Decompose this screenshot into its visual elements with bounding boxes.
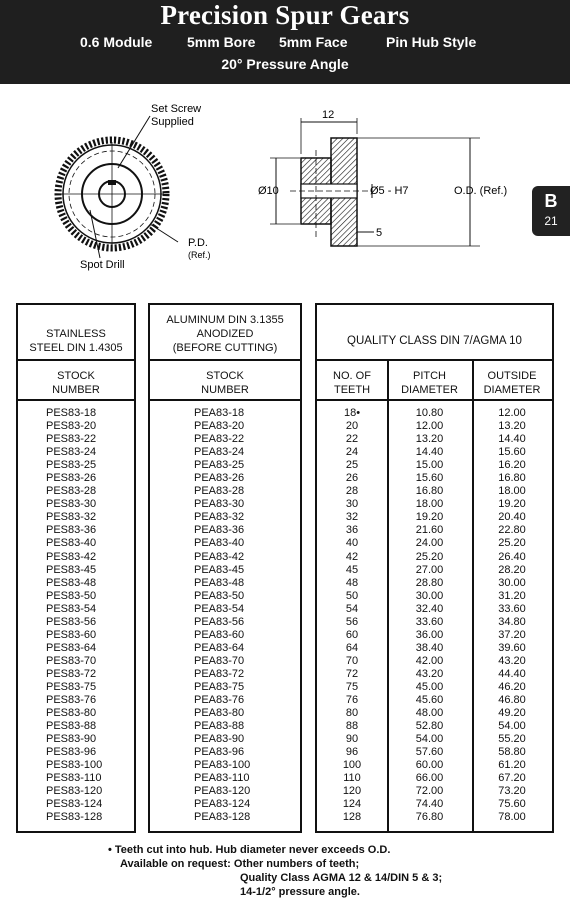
aluminum-header-line3: (BEFORE CUTTING): [172, 342, 278, 354]
table-row-cell: 96: [345, 746, 359, 759]
table-row-cell: PES83-24: [46, 446, 97, 459]
table-row-cell: 76.80: [415, 811, 444, 824]
table-row-cell: PES83-72: [46, 667, 97, 680]
table-row-cell: 124: [342, 798, 362, 811]
table-row-cell: 88: [345, 720, 359, 733]
stainless-header: [18, 327, 134, 355]
table-row-cell: 10.80: [415, 407, 444, 419]
table-row-cell: 36: [345, 524, 359, 537]
table-row-cell: 30.00: [415, 589, 444, 602]
table-row-cell: PES83-50: [46, 589, 97, 602]
table-row-cell: 21.60: [415, 524, 444, 537]
aluminum-stock-header: [150, 369, 300, 397]
table-row-cell: PES83-75: [46, 680, 97, 693]
table-row-cell: PES83-76: [46, 694, 97, 707]
stainless-header-line2: STEEL DIN 1.4305: [29, 342, 123, 354]
pitch-diameter-column: [387, 407, 472, 825]
table-row-cell: PEA83-45: [194, 563, 245, 576]
hub-style-spec: Pin Hub Style: [386, 34, 477, 50]
table-row-cell: 30: [345, 498, 359, 511]
table-row-cell: 75.60: [498, 798, 526, 811]
table-row-cell: 14.40: [498, 433, 526, 446]
dim-width-label: 12: [322, 109, 335, 121]
table-row-cell: 39.60: [498, 641, 526, 654]
stock-header-line1: STOCK: [206, 370, 244, 382]
table-row-cell: 42.00: [415, 654, 444, 667]
table-row-cell: PES83-120: [46, 785, 103, 798]
table-row-cell: 34.80: [498, 615, 526, 628]
table-row-cell: PEA83-76: [194, 694, 245, 707]
table-row-cell: PEA83-96: [194, 746, 245, 759]
table-row-cell: PEA83-25: [194, 459, 245, 472]
gear-side-view: [270, 118, 480, 246]
table-row-cell: 46.80: [498, 694, 526, 707]
table-row-cell: 32.40: [415, 602, 444, 615]
table-row-cell: 120: [342, 785, 362, 798]
table-row-cell: 70: [345, 654, 359, 667]
od-header-line2: DIAMETER: [483, 384, 541, 396]
pd-label: P.D.: [188, 237, 208, 249]
od-label: O.D. (Ref.): [454, 185, 508, 197]
table-row-cell: 128: [342, 811, 362, 824]
table-row-cell: 45.00: [415, 680, 444, 693]
teeth-header: [317, 369, 387, 397]
table-row-cell: PEA83-110: [194, 772, 250, 785]
table-row-cell: PEA83-24: [194, 446, 245, 459]
table-row-cell: 19.20: [498, 498, 526, 511]
table-row-cell: 49.20: [498, 707, 526, 720]
table-row-cell: PEA83-128: [194, 811, 251, 824]
stainless-header-line1: STAINLESS: [46, 328, 106, 340]
table-row-cell: 100: [342, 759, 362, 772]
table-row-cell: 72: [345, 667, 359, 680]
table-row-cell: 26.40: [498, 550, 526, 563]
pitch-header-line1: PITCH: [413, 370, 446, 382]
table-row-cell: 22.80: [498, 524, 526, 537]
table-row-cell: 36.00: [415, 628, 444, 641]
stock-header-line2: NUMBER: [201, 384, 249, 396]
note-line-4: 14-1/2° pressure angle.: [240, 886, 360, 898]
table-row-cell: PEA83-20: [194, 420, 245, 433]
table-row-cell: 76: [345, 694, 359, 707]
table-row-cell: 56: [345, 615, 359, 628]
table-row-cell: 43.20: [415, 667, 444, 680]
table-row-cell: PES83-22: [46, 433, 97, 446]
table-row-cell: PEA83-26: [194, 472, 245, 485]
table-row-cell: 75: [345, 680, 359, 693]
pitch-header-line2: DIAMETER: [401, 384, 458, 396]
gear-front-view: [58, 116, 178, 258]
table-row-cell: 73.20: [498, 785, 526, 798]
stainless-table: [16, 303, 136, 833]
gear-technical-drawing: [0, 90, 530, 300]
spot-drill-label: Spot Drill: [80, 259, 125, 271]
page-header: [0, 0, 570, 84]
table-row-cell: PES83-96: [46, 746, 97, 759]
table-row-cell: 15.60: [498, 446, 526, 459]
table-row-cell: PEA83-70: [194, 654, 245, 667]
table-row-cell: 28.80: [415, 576, 444, 589]
table-row-cell: 54.00: [415, 733, 444, 746]
pitch-header: [387, 369, 472, 397]
table-row-cell: 67.20: [498, 772, 526, 785]
table-row-cell: 58.80: [498, 746, 526, 759]
table-row-cell: 42: [345, 550, 359, 563]
table-row-cell: 44.40: [498, 667, 526, 680]
table-row-cell: PES83-70: [46, 654, 97, 667]
stainless-stock-column: [46, 407, 102, 825]
table-row-cell: PEA83-48: [194, 576, 245, 589]
dim-bore-label: Ø5 - H7: [370, 185, 409, 197]
table-row-cell: PEA83-18: [194, 407, 245, 419]
table-row-cell: PEA83-40: [194, 537, 245, 550]
stainless-stock-header: [18, 369, 134, 397]
pd-ref-label: (Ref.): [188, 250, 211, 260]
teeth-column: [317, 407, 387, 825]
table-row-cell: 16.20: [498, 459, 526, 472]
table-row-cell: PES83-54: [46, 602, 97, 615]
table-row-cell: PEA83-30: [194, 498, 245, 511]
quality-header: QUALITY CLASS DIN 7/AGMA 10: [347, 335, 522, 347]
table-row-cell: PES83-42: [46, 550, 97, 563]
note-line-3: Quality Class AGMA 12 & 14/DIN 5 & 3;: [240, 872, 443, 884]
table-row-cell: PEA83-60: [194, 628, 245, 641]
table-row-cell: 16.80: [415, 485, 444, 498]
table-row-cell: PES83-30: [46, 498, 97, 511]
face-spec: 5mm Face: [279, 34, 348, 50]
table-row-cell: 54: [345, 602, 359, 615]
table-row-cell: 18.00: [498, 485, 526, 498]
table-row-cell: PES83-25: [46, 459, 97, 472]
aluminum-stock-column: [194, 407, 250, 825]
table-row-cell: PEA83-75: [194, 680, 245, 693]
table-row-cell: 57.60: [415, 746, 444, 759]
table-row-cell: 18•: [343, 407, 361, 419]
table-row-cell: 60: [345, 628, 359, 641]
pressure-angle-spec: 20° Pressure Angle: [221, 56, 349, 72]
footnotes: [108, 843, 442, 899]
aluminum-table: [148, 303, 302, 833]
table-row-cell: 74.40: [415, 798, 444, 811]
divider: [150, 359, 300, 361]
table-row-cell: PEA83-72: [194, 667, 245, 680]
table-row-cell: 20: [345, 420, 359, 433]
table-row-cell: PEA83-120: [194, 785, 251, 798]
set-screw-label: Set Screw: [151, 103, 202, 115]
table-row-cell: 25: [345, 459, 359, 472]
table-row-cell: PES83-20: [46, 420, 97, 433]
table-row-cell: PES83-64: [46, 641, 97, 654]
table-row-cell: 18.00: [415, 498, 444, 511]
page-number: 21: [544, 214, 558, 228]
table-row-cell: 26: [345, 472, 359, 485]
table-row-cell: 25.20: [415, 550, 444, 563]
outside-diameter-column: [472, 407, 552, 825]
table-row-cell: PES83-18: [46, 407, 97, 419]
table-row-cell: 54.00: [498, 720, 526, 733]
table-row-cell: PES83-110: [46, 772, 102, 785]
table-row-cell: PEA83-124: [194, 798, 251, 811]
table-row-cell: 25.20: [498, 537, 526, 550]
teeth-header-line1: NO. OF: [333, 370, 371, 382]
table-row-cell: 45.60: [415, 694, 444, 707]
table-row-cell: PES83-45: [46, 563, 97, 576]
table-row-cell: PES83-40: [46, 537, 97, 550]
table-row-cell: PES83-128: [46, 811, 103, 824]
table-row-cell: PES83-100: [46, 759, 103, 772]
table-row-cell: 52.80: [415, 720, 444, 733]
divider: [150, 399, 300, 401]
table-row-cell: 28: [345, 485, 359, 498]
aluminum-header-line2: ANODIZED: [196, 328, 254, 340]
od-header: [472, 369, 552, 397]
table-row-cell: 43.20: [498, 654, 526, 667]
section-letter: B: [544, 191, 558, 211]
table-row-cell: 60.00: [415, 759, 444, 772]
table-row-cell: 66.00: [415, 772, 444, 785]
note-line-1: • Teeth cut into hub. Hub diameter never exceeds O.D.: [108, 844, 391, 856]
table-row-cell: PEA83-28: [194, 485, 245, 498]
table-row-cell: PEA83-42: [194, 550, 245, 563]
table-row-cell: PEA83-50: [194, 589, 245, 602]
table-row-cell: 55.20: [498, 733, 526, 746]
table-row-cell: PEA83-32: [194, 511, 245, 524]
table-row-cell: 32: [345, 511, 359, 524]
section-tab: [532, 186, 570, 236]
table-row-cell: 13.20: [498, 420, 526, 433]
aluminum-header: [150, 313, 300, 355]
table-row-cell: PES83-56: [46, 615, 97, 628]
table-row-cell: 46.20: [498, 680, 526, 693]
table-row-cell: 14.40: [415, 446, 444, 459]
table-row-cell: PES83-60: [46, 628, 97, 641]
table-row-cell: PES83-28: [46, 485, 97, 498]
table-row-cell: PEA83-100: [194, 759, 251, 772]
table-row-cell: 38.40: [415, 641, 444, 654]
table-row-cell: 16.80: [498, 472, 526, 485]
table-row-cell: PES83-90: [46, 733, 97, 746]
table-row-cell: 15.60: [415, 472, 444, 485]
table-row-cell: 90: [345, 733, 359, 746]
table-row-cell: 20.40: [498, 511, 526, 524]
table-row-cell: PES83-36: [46, 524, 97, 537]
divider: [18, 399, 134, 401]
note-line-2: Available on request: Other numbers of teeth;: [120, 858, 360, 870]
table-row-cell: 12.00: [498, 407, 526, 419]
table-row-cell: 12.00: [415, 420, 444, 433]
table-row-cell: 22: [345, 433, 359, 446]
table-row-cell: 78.00: [498, 811, 526, 824]
table-row-cell: PEA83-88: [194, 720, 245, 733]
table-row-cell: PEA83-54: [194, 602, 245, 615]
table-row-cell: 50: [345, 589, 359, 602]
table-row-cell: PEA83-80: [194, 707, 245, 720]
divider: [317, 359, 552, 361]
table-row-cell: PEA83-90: [194, 733, 245, 746]
table-row-cell: 31.20: [498, 589, 526, 602]
table-row-cell: PES83-88: [46, 720, 97, 733]
table-row-cell: 72.00: [415, 785, 444, 798]
quality-table: [315, 303, 554, 833]
od-header-line1: OUTSIDE: [487, 370, 537, 382]
table-row-cell: 33.60: [415, 615, 444, 628]
divider: [18, 359, 134, 361]
table-row-cell: 37.20: [498, 628, 526, 641]
teeth-header-line2: TEETH: [333, 384, 371, 396]
table-row-cell: PEA83-64: [194, 641, 245, 654]
table-row-cell: 48.00: [415, 707, 444, 720]
table-row-cell: PES83-26: [46, 472, 97, 485]
table-row-cell: 45: [345, 563, 359, 576]
table-row-cell: 27.00: [415, 563, 444, 576]
table-row-cell: PES83-124: [46, 798, 103, 811]
table-row-cell: 24.00: [415, 537, 444, 550]
table-row-cell: PEA83-22: [194, 433, 245, 446]
table-row-cell: 13.20: [415, 433, 444, 446]
dim-face-label: 5: [376, 227, 383, 239]
bore-spec: 5mm Bore: [187, 34, 256, 50]
page-title: Precision Spur Gears: [160, 0, 410, 30]
module-spec: 0.6 Module: [80, 34, 153, 50]
table-row-cell: 19.20: [415, 511, 444, 524]
table-row-cell: PEA83-56: [194, 615, 245, 628]
table-row-cell: 64: [345, 641, 359, 654]
table-row-cell: PES83-48: [46, 576, 97, 589]
table-row-cell: PEA83-36: [194, 524, 245, 537]
table-row-cell: PES83-80: [46, 707, 97, 720]
table-row-cell: 15.00: [415, 459, 444, 472]
set-screw-label-2: Supplied: [151, 116, 194, 128]
dim-hub-diameter-label: Ø10: [258, 185, 279, 197]
stock-header-line2: NUMBER: [52, 384, 100, 396]
stock-header-line1: STOCK: [57, 370, 95, 382]
table-row-cell: 33.60: [498, 602, 526, 615]
table-row-cell: 80: [345, 707, 359, 720]
table-row-cell: 110: [343, 772, 361, 785]
table-row-cell: 28.20: [498, 563, 526, 576]
table-row-cell: PES83-32: [46, 511, 97, 524]
table-row-cell: 24: [345, 446, 359, 459]
table-row-cell: 48: [345, 576, 359, 589]
table-row-cell: 30.00: [498, 576, 526, 589]
divider: [317, 399, 552, 401]
table-row-cell: 61.20: [498, 759, 526, 772]
aluminum-header-line1: ALUMINUM DIN 3.1355: [166, 314, 284, 326]
table-row-cell: 40: [345, 537, 359, 550]
